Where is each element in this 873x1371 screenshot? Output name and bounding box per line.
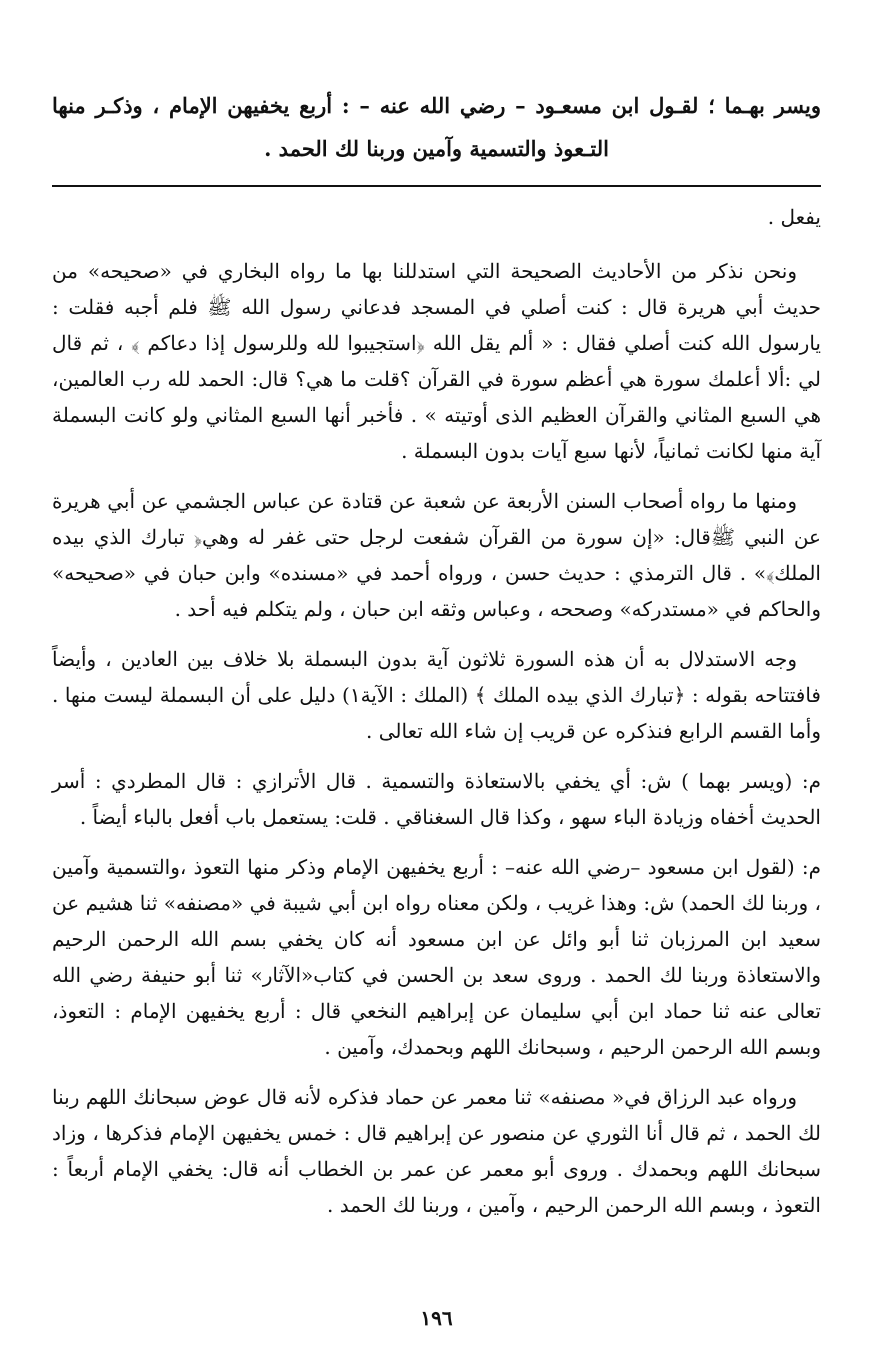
paragraph: ونحن نذكر من الأحاديث الصحيحة التي استدللنا بها ما رواه البخاري في «صحيحه» من حديث أبي هريرة قال : كنت أصلي في المسجد فدعاني رسول الله ﷺ فلم أجبه فقلت : يارسول الله كنت أصلي فقال : « ألم يقل الله ﴿استجيبوا لله وللرسول إذا دعاكم ﴾ ، ثم قال لي :ألا أعلمك سورة هي أعظم سورة في القرآن ؟قلت ما هي؟ قال: الحمد لله رب العالمين، هي السبع المثاني والقرآن العظيم الذى أوتيته » . فأخبر أنها السبع المثاني ولو كانت البسملة آية منها لكانت ثمانياً، لأنها سبع آيات بدون البسملة .: [52, 259, 821, 463]
paragraph-continuation: يفعل .: [767, 205, 821, 229]
paragraph: ومنها ما رواه أصحاب السنن الأربعة عن شعبة عن قتادة عن عباس الجشمي عن أبي هريرة عن النبي ﷺقال: «إن سورة من القرآن شفعت لرجل حتى غفر له وهي﴿ تبارك الذي بيده الملك﴾» . قال الترمذي : حديث حسن ، ورواه أحمد في «مسنده» وابن حبان في «صحيحه» والحاكم في «مستدركه» وصححه ، وعباس وثقه ابن حبان ، ولم يتكلم فيه أحد .: [52, 489, 821, 621]
paragraph: م: (لقول ابن مسعود –رضي الله عنه– : أربع يخفيهن الإمام وذكر منها التعوذ ،والتسمية وآمين ، وربنا لك الحمد) ش: وهذا غريب ، ولكن معناه رواه ابن أبي شيبة في «مصنفه» ثنا هشيم عن سعيد ابن المرزبان ثنا أبو وائل عن ابن مسعود أنه كان يخفي بسم الله الرحمن الرحيم والاستعاذة وربنا لك الحمد . وروى سعد بن الحسن في كتاب«الآثار» ثنا أبو حنيفة رضي الله تعالى عنه ثنا حماد ابن أبي سليمان عن إبراهيم النخعي قال : أربع يخفيهن الإمام : التعوذ، وبسم الله الرحمن الرحيم ، وسبحانك اللهم وبحمدك، وآمين .: [52, 855, 821, 1059]
paragraph: ورواه عبد الرزاق في« مصنفه» ثنا معمر عن حماد فذكره لأنه قال عوض سبحانك اللهم ربنا لك الحمد ، ثم قال أنا الثوري عن منصور عن إبراهيم قال : خمس يخفيهن الإمام فذكرها ، وزاد سبحانك اللهم وبحمدك . وروى أبو معمر عن عمر بن الخطاب أنه قال: يخفي الإمام أربعاً : التعوذ ، وبسم الله الرحمن الرحيم ، وآمين ، وربنا لك الحمد .: [52, 1085, 821, 1217]
page-number: ١٩٦: [420, 1306, 453, 1330]
commentary: [52, 199, 821, 1223]
paragraph: وجه الاستدلال به أن هذه السورة ثلاثون آية بدون البسملة بلا خلاف بين العادين ، وأيضاً فافتتاحه بقوله : ﴿تبارك الذي بيده الملك ﴾ (الملك : الآية١) دليل على أن البسملة ليست منها . وأما القسم الرابع فنذكره عن قريب إن شاء الله تعالى .: [52, 647, 821, 743]
separator-rule: [52, 185, 821, 187]
matn-text: ويسر بهـما ؛ لقـول ابن مسعـود – رضي الله عنه – : أربع يخفيهن الإمام ، وذكـر منها التـعوذ والتسمية وآمين وربنا لك الحمد .: [52, 93, 821, 161]
paragraph: م: (ويسر بهما ) ش: أي يخفي بالاستعاذة والتسمية . قال الأترازي : قال المطردي : أسر الحديث أخفاه وزيادة الباء سهو ، وكذا قال السغناقي . قلت: يستعمل باب أفعل بالباء أيضاً .: [52, 769, 821, 829]
